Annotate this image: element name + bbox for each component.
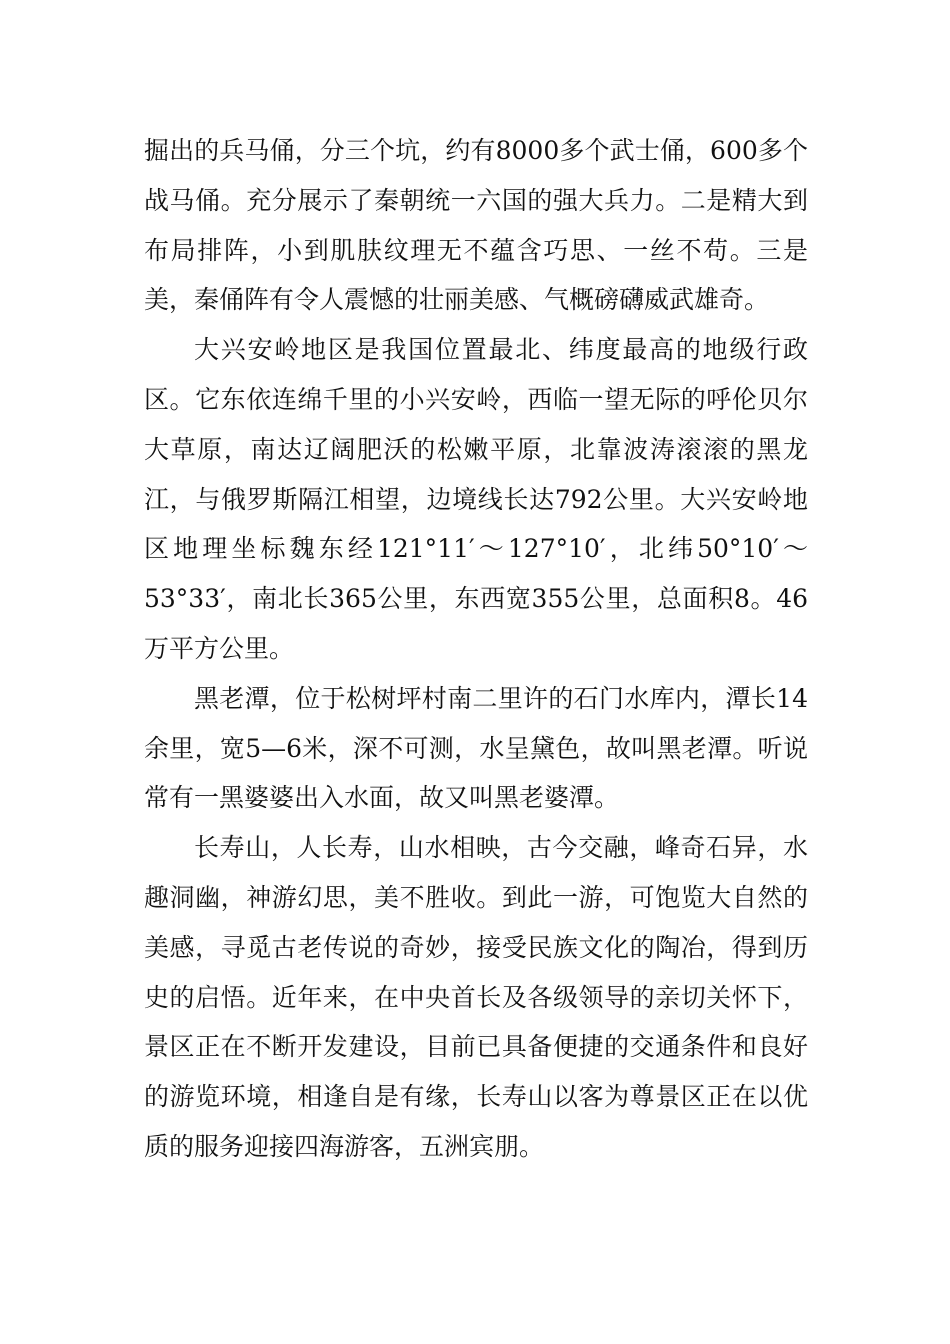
paragraph-heilaotan: 黑老潭，位于松树坪村南二里许的石门水库内，潭长14余里，宽5—6米，深不可测，水呈黛色，故叫黑老潭。听说常有一黑婆婆出入水面，故又叫黑老婆潭。 (144, 683, 808, 813)
paragraph-terracotta-continued: 掘出的兵马俑，分三个坑，约有8000多个武士俑，600多个战马俑。充分展示了秦朝统一六国的强大兵力。二是精大到布局排阵，小到肌肤纹理无不蕴含巧思、一丝不苟。三是美，秦俑阵有令人震憾的壮丽美感、气概磅礴威武雄奇。 (144, 136, 808, 315)
paragraph-daxinganling: 大兴安岭地区是我国位置最北、纬度最高的地级行政区。它东依连绵千里的小兴安岭，西临一望无际的呼伦贝尔大草原，南达辽阔肥沃的松嫩平原，北靠波涛滚滚的黑龙江，与俄罗斯隔江相望，边境线长达792公里。大兴安岭地区地理坐标魏东经121°11′～127°10′，北纬50°10′～53°33′，南北长365公里，东西宽355公里，总面积8。46万平方公里。 (144, 335, 808, 663)
document-body (144, 126, 808, 1172)
paragraph-changshoushan: 长寿山，人长寿，山水相映，古今交融，峰奇石异，水趣洞幽，神游幻思，美不胜收。到此一游，可饱览大自然的美感，寻觅古老传说的奇妙，接受民族文化的陶冶，得到历史的启悟。近年来，在中央首长及各级领导的亲切关怀下，景区正在不断开发建设，目前已具备便捷的交通条件和良好的游览环境，相逢自是有缘，长寿山以客为尊景区正在以优质的服务迎接四海游客，五洲宾朋。 (144, 833, 808, 1161)
